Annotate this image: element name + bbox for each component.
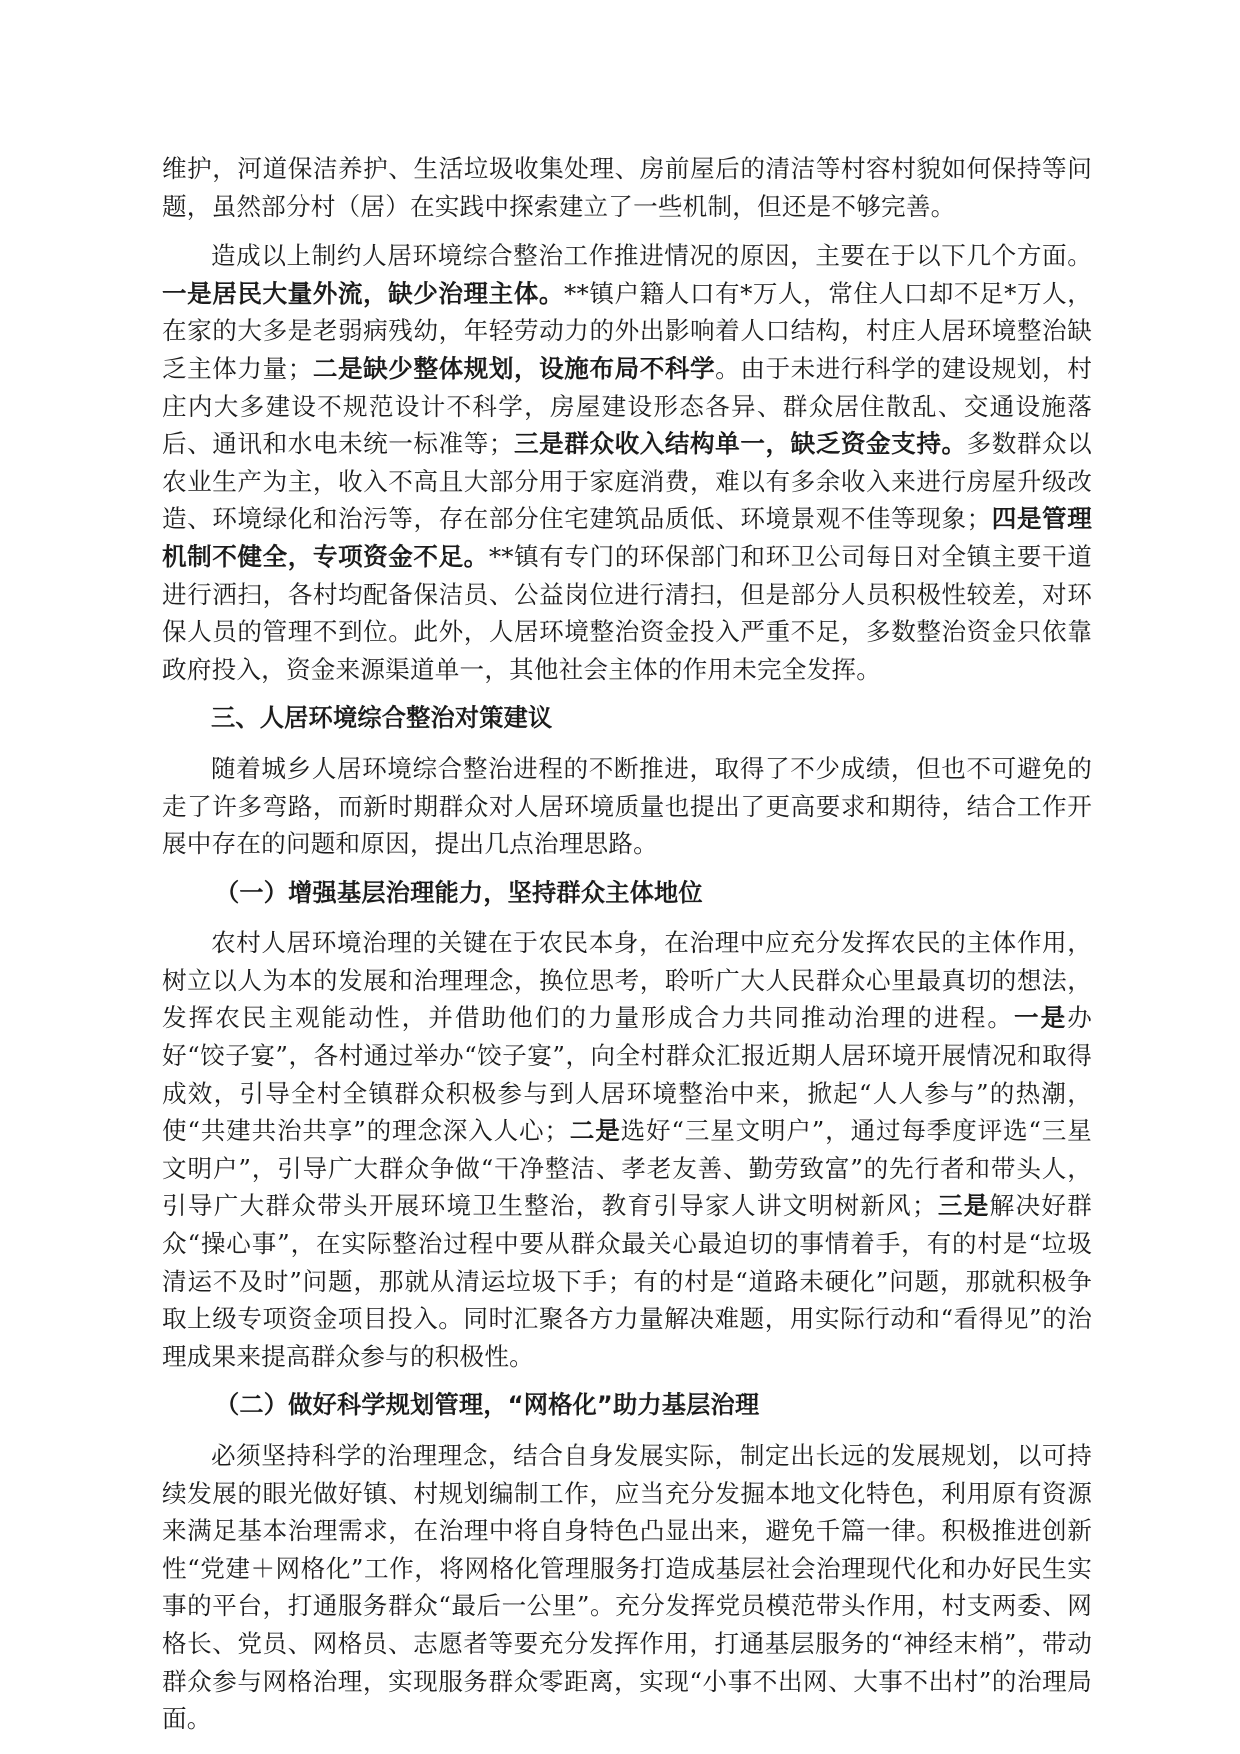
text-run: 随着城乡人居环境综合整治进程的不断推进，取得了不少成绩，但也不可避免的走了许多弯路，而新时期群众对人居环境质量也提出了更高要求和期待，结合工作开展中存在的问题和原因，提出几点治理思路。: [162, 753, 1092, 859]
bold-point-4: 四是管理机制不健全，专项资金不足。: [162, 504, 1092, 571]
subsection-heading-1: （一）增强基层治理能力，坚持群众主体地位: [215, 878, 703, 907]
bold-marker-2: 二是: [569, 1116, 621, 1146]
text-run: 解决好群众“操心事”，在实际整治过程中要从群众最关心最迫切的事情着手，有的村是“垃圾清运不及时”问题，那就从清运垃圾下手；有的村是“道路未硬化”问题，那就积极争取上级专项资金项目投入。同时汇聚各方力量解决难题，用实际行动和“看得见”的治理成果来提高群众参与的积极性。: [162, 1191, 1092, 1371]
bold-marker-1: 一是: [1013, 1003, 1068, 1033]
document-page: [162, 150, 1092, 1738]
text-run: 。由于未进行科学的建设规划，村庄内大多建设不规范设计不科学，房屋建设形态各异、群众居住散乱、交通设施落后、通讯和水电未统一标准等；: [162, 353, 1092, 459]
text-run: 多数群众以农业生产为主，收入不高且大部分用于家庭消费，难以有多余收入来进行房屋升级改造、环境绿化和治污等，存在部分住宅建筑品质低、环境景观不佳等现象；: [162, 429, 1092, 534]
text-run: 选好“三星文明户”，通过每季度评选“三星文明户”，引导广大群众争做“干净整洁、孝老友善、勤劳致富”的先行者和带头人，引导广大群众带头开展环境卫生整治，教育引导家人讲文明树新风；: [162, 1116, 1092, 1221]
paragraph-intro: [162, 750, 1092, 863]
bold-point-2: 二是缺少整体规划，设施布局不科学: [312, 353, 716, 383]
text-run: 造成以上制约人居环境综合整治工作推进情况的原因，主要在于以下几个方面。: [211, 241, 1092, 271]
text-run: 农村人居环境治理的关键在于农民本身，在治理中应充分发挥农民的主体作用，树立以人为本的发展和治理理念，换位思考，聆听广大人民群众心里最真切的想法，发挥农民主观能动性，并借助他们的力量形成合力共同推动治理的进程。: [162, 928, 1092, 1033]
bold-marker-3: 三是: [936, 1191, 990, 1221]
bold-point-3: 三是群众收入结构单一，缺乏资金支持。: [513, 429, 967, 459]
text-run: 办好“饺子宴”，各村通过举办“饺子宴”，向全村群众汇报近期人居环境开展情况和取得成效，引导全村全镇群众积极参与到人居环境整治中来，掀起“人人参与”的热潮，使“共建共治共享”的理念深入人心；: [162, 1003, 1092, 1146]
paragraph-causes: [162, 237, 1092, 688]
bold-point-1: 一是居民大量外流，缺少治理主体。: [162, 278, 564, 308]
subsection-heading-2: （二）做好科学规划管理，“网格化”助力基层治理: [215, 1391, 760, 1420]
section-heading: 三、人居环境综合整治对策建议: [211, 704, 553, 733]
paragraph-continuation: [162, 150, 1092, 225]
text-run: 维护，河道保洁养护、生活垃圾收集处理、房前屋后的清洁等村容村貌如何保持等问题，虽然部分村（居）在实践中探索建立了一些机制，但还是不够完善。: [162, 154, 1092, 221]
text-run: **镇有专门的环保部门和环卫公司每日对全镇主要干道进行洒扫，各村均配备保洁员、公益岗位进行清扫，但是部分人员积极性较差，对环保人员的管理不到位。此外，人居环境整治资金投入严重不足，多数整治资金只依靠政府投入，资金来源渠道单一，其他社会主体的作用未完全发挥。: [162, 541, 1092, 684]
text-run: 必须坚持科学的治理理念，结合自身发展实际，制定出长远的发展规划，以可持续发展的眼光做好镇、村规划编制工作，应当充分发掘本地文化特色，利用原有资源来满足基本治理需求，在治理中将自身特色凸显出来，避免千篇一律。积极推进创新性“党建＋网格化”工作，将网格化管理服务打造成基层社会治理现代化和办好民生实事的平台，打通服务群众“最后一公里”。充分发挥党员模范带头作用，村支两委、网格长、党员、网格员、志愿者等要充分发挥作用，打通基层服务的“神经末梢”，带动群众参与网格治理，实现服务群众零距离，实现“小事不出网、大事不出村”的治理局面。: [162, 1441, 1092, 1734]
paragraph-planning: [162, 1437, 1092, 1738]
paragraph-governance: [162, 924, 1092, 1375]
text-run: **镇户籍人口有*万人，常住人口却不足*万人，在家的大多是老弱病残幼，年轻劳动力的外出影响着人口结构，村庄人居环境整治缺乏主体力量；: [162, 278, 1093, 383]
